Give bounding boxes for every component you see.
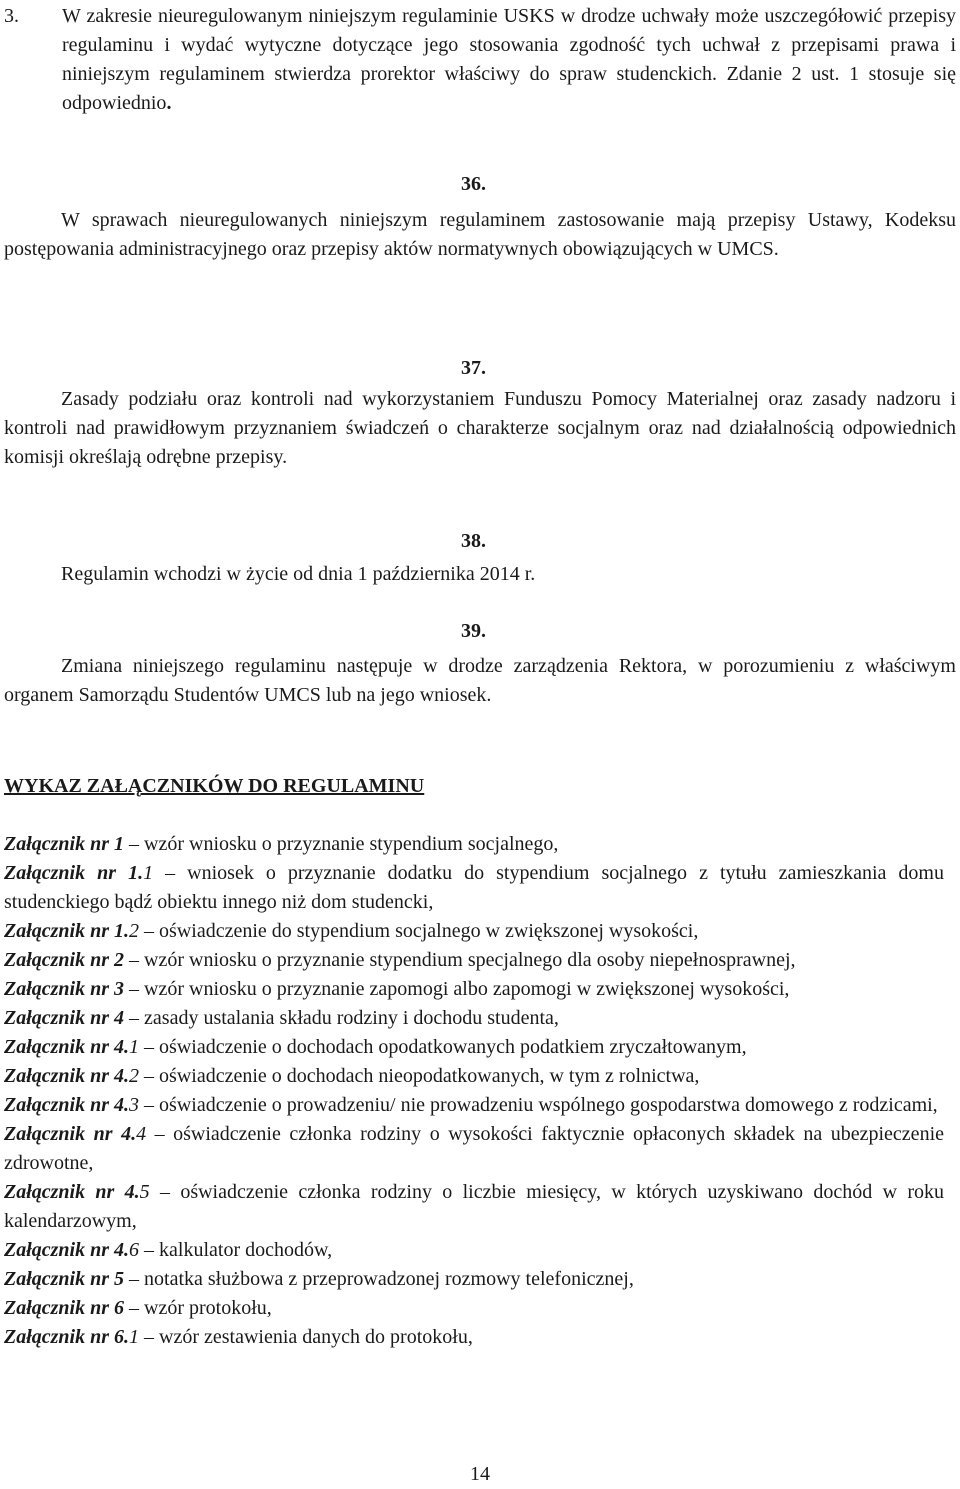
attachment-item [4,1265,944,1294]
section-37-heading: 37. [461,357,486,379]
attachment-description: – oświadczenie członka rodziny o wysokości faktycznie opłaconych składek na ubezpieczenie zdrowotne, [4,1123,944,1174]
attachment-label: Załącznik nr 4. [4,1181,140,1203]
attachment-description: – wzór protokołu, [124,1297,272,1319]
attachment-item [4,830,944,859]
attachment-description: – wzór wniosku o przyznanie stypendium socjalnego, [124,833,559,855]
section-38-text: Regulamin wchodzi w życie od dnia 1 października 2014 r. [61,563,536,585]
section-39-text: Zmiana niniejszego regulaminu następuje w drodze zarządzenia Rektora, w porozumieniu z właściwym organem Samorządu Studentów UMCS lub na jego wniosek. [4,655,956,706]
attachment-description: – notatka służbowa z przeprowadzonej rozmowy telefonicznej, [124,1268,634,1290]
attachment-label: Załącznik nr 4. [4,1094,130,1116]
attachment-item [4,1120,944,1178]
section-36-heading: 36. [461,173,486,195]
attachment-item [4,1294,944,1323]
attachment-sub-number: 1 [129,1036,140,1058]
attachment-label: Załącznik nr 4. [4,1036,130,1058]
section-39-heading: 39. [461,620,486,642]
attachment-sub-number: 1 [143,862,154,884]
attachment-label: Załącznik nr 1. [4,920,130,942]
attachment-label: Załącznik nr 4. [4,1123,137,1145]
attachment-item [4,1236,944,1265]
attachment-item [4,1091,944,1120]
attachment-label: Załącznik nr 6 [4,1297,125,1319]
attachment-label: Załącznik nr 5 [4,1268,125,1290]
attachment-sub-number: 3 [129,1094,140,1116]
attachment-label: Załącznik nr 4. [4,1239,130,1261]
attachment-label: Załącznik nr 2 [4,949,125,971]
attachment-item [4,1323,944,1352]
page-number: 14 [470,1463,490,1485]
attachment-label: Załącznik nr 1 [4,833,125,855]
attachment-description: – oświadczenie członka rodziny o liczbie miesięcy, w których uzyskiwano dochód w roku kalendarzowym, [4,1181,944,1232]
attachment-description: – kalkulator dochodów, [139,1239,333,1261]
section-37-text: Zasady podziału oraz kontroli nad wykorzystaniem Funduszu Pomocy Materialnej oraz zasady nadzoru i kontroli nad prawidłowym przyznaniem świadczeń o charakterze socjalnym oraz nad działalnością odpowiednich komisji określają odrębne przepisy. [4,388,956,468]
attachment-item [4,1178,944,1236]
attachment-description: – wzór wniosku o przyznanie zapomogi albo zapomogi w zwiększonej wysokości, [124,978,790,1000]
list-item-3 [4,2,956,118]
attachments-list [4,830,944,1352]
attachment-description: – wzór zestawienia danych do protokołu, [139,1326,473,1348]
attachment-label: Załącznik nr 4 [4,1007,125,1029]
attachment-label: Załącznik nr 1. [4,862,144,884]
attachment-item [4,1062,944,1091]
section-36-text: W sprawach nieuregulowanych niniejszym regulaminem zastosowanie mają przepisy Ustawy, Kodeksu postępowania administracyjnego oraz przepisy aktów normatywnych obowiązujących w UMCS. [4,209,956,260]
attachment-label: Załącznik nr 4. [4,1065,130,1087]
attachment-sub-number: 5 [139,1181,150,1203]
attachment-label: Załącznik nr 3 [4,978,125,1000]
attachment-description: – oświadczenie o dochodach opodatkowanych podatkiem zryczałtowanym, [139,1036,747,1058]
section-38-heading: 38. [461,530,486,552]
attachment-item [4,1004,944,1033]
attachment-sub-number: 2 [129,1065,140,1087]
attachment-item [4,917,944,946]
attachment-description: – wzór wniosku o przyznanie stypendium specjalnego dla osoby niepełnosprawnej, [124,949,796,971]
attachment-label: Załącznik nr 6. [4,1326,130,1348]
attachment-sub-number: 6 [129,1239,140,1261]
attachment-description: – oświadczenie do stypendium socjalnego w zwiększonej wysokości, [139,920,699,942]
list-item-text: W zakresie nieuregulowanym niniejszym regulaminie USKS w drodze uchwały może uszczegółowić przepisy regulaminu i wydać wytyczne dotyczące jego stosowania zgodność tych uchwał z przepisami prawa i niniejszym regulaminem stwierdza prorektor właściwy do spraw studenckich. Zdanie 2 ust. 1 stosuje się odpowiednio. [62,5,956,114]
attachment-description: – oświadczenie o dochodach nieopodatkowanych, w tym z rolnictwa, [139,1065,700,1087]
attachment-sub-number: 1 [129,1326,140,1348]
attachment-item [4,975,944,1004]
attachments-heading: WYKAZ ZAŁĄCZNIKÓW DO REGULAMINU [4,775,425,797]
list-item-number: 3. [4,5,19,27]
attachment-item [4,859,944,917]
attachment-description: – oświadczenie o prowadzeniu/ nie prowadzeniu wspólnego gospodarstwa domowego z rodzicami, [139,1094,938,1116]
attachment-description: – wniosek o przyznanie dodatku do stypendium socjalnego z tytułu zamieszkania domu studenckiego bądź obiektu innego niż dom studencki, [4,862,944,913]
attachment-description: – zasady ustalania składu rodziny i dochodu studenta, [124,1007,559,1029]
attachment-sub-number: 2 [129,920,140,942]
attachment-item [4,1033,944,1062]
attachment-item [4,946,944,975]
attachment-sub-number: 4 [136,1123,147,1145]
